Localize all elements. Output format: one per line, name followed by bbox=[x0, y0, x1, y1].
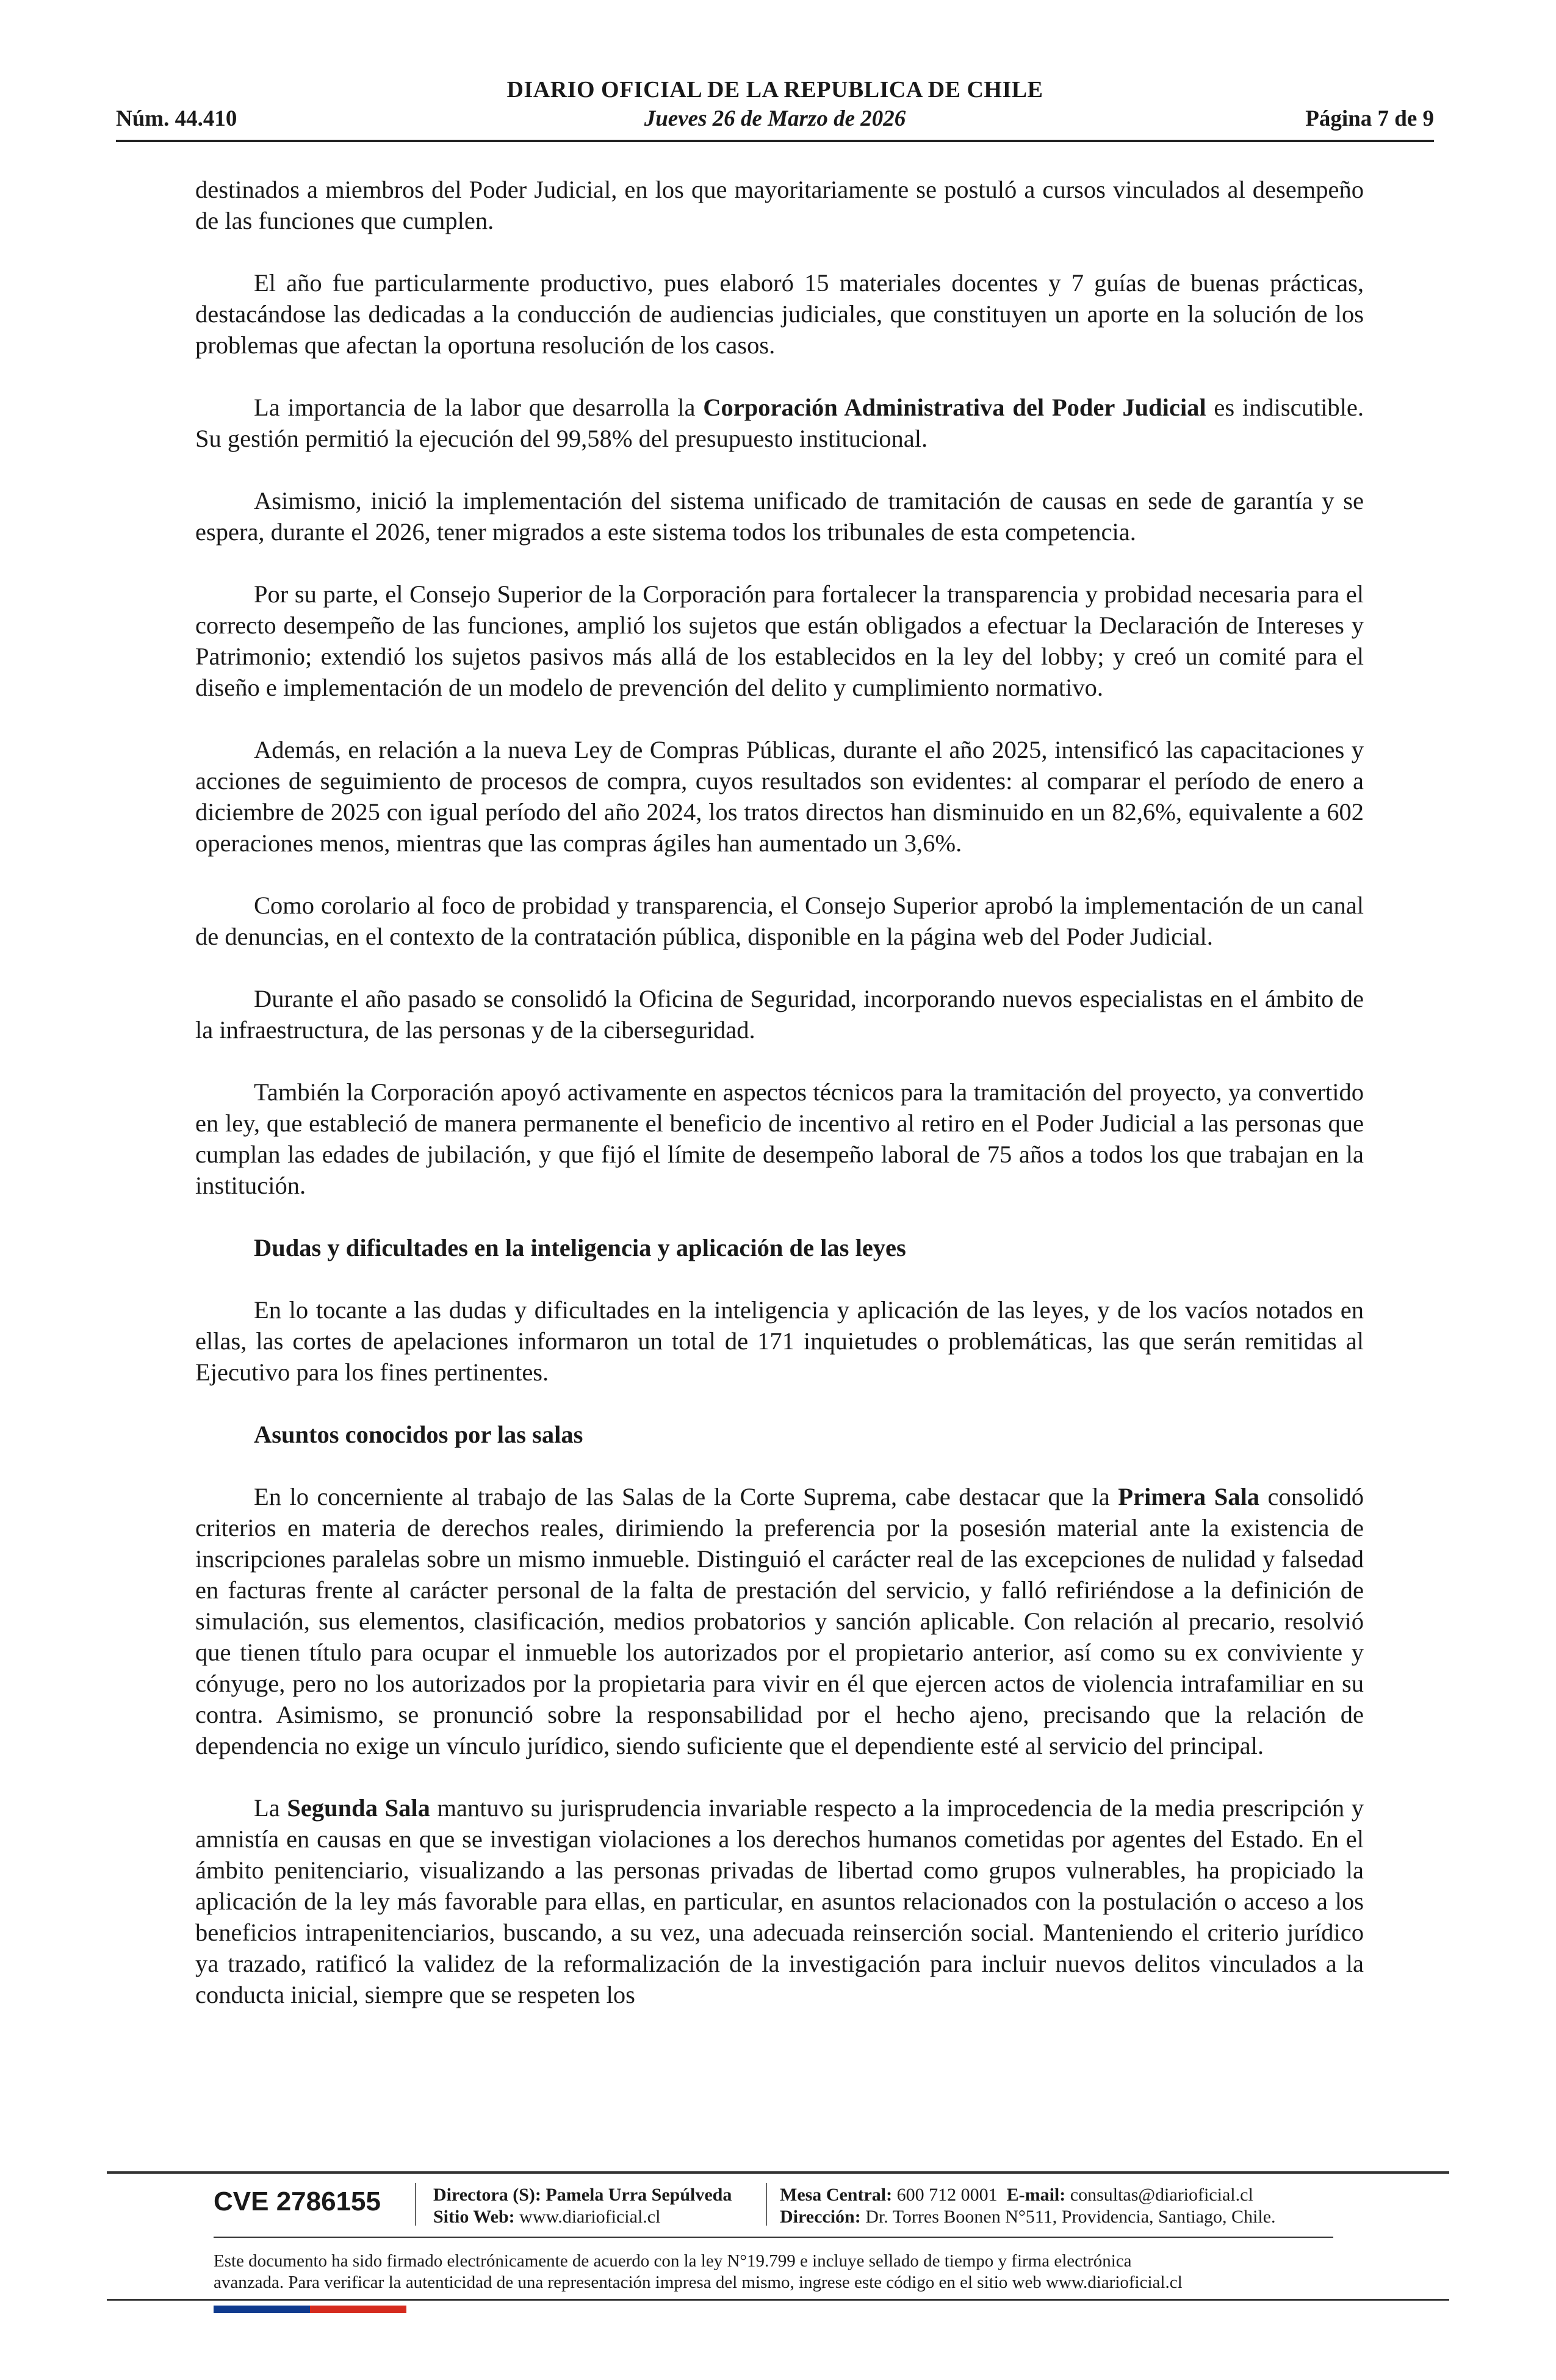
signature-notice bbox=[214, 2251, 1333, 2293]
website-line bbox=[433, 2206, 732, 2228]
address-value: Dr. Torres Boonen N°511, Providencia, Santiago, Chile. bbox=[865, 2207, 1276, 2227]
directora-line bbox=[433, 2184, 732, 2206]
phone-label: Mesa Central: bbox=[780, 2185, 893, 2205]
document-body bbox=[195, 174, 1364, 2010]
paragraph: Durante el año pasado se consolidó la Oficina de Seguridad, incorporando nuevos especialistas en el ámbito de la infraestructura, de las personas y de la ciberseguridad. bbox=[195, 985, 1364, 1044]
header-divider bbox=[116, 140, 1434, 142]
email-link[interactable]: consultas@diarioficial.cl bbox=[1070, 2185, 1253, 2205]
paragraph bbox=[195, 392, 1364, 454]
section-heading: Asuntos conocidos por las salas bbox=[254, 1421, 583, 1448]
signature-notice-line: avanzada. Para verificar la autenticidad de una representación impresa del mismo, ingrese este código en el sitio web www.diarioficial.cl bbox=[214, 2273, 1183, 2292]
publication-title: DIARIO OFICIAL DE LA REPUBLICA DE CHILE bbox=[506, 77, 1043, 103]
paragraph: También la Corporación apoyó activamente en aspectos técnicos para la tramitación del proyecto, ya convertido en ley, que estableció de manera permanente el beneficio de incentivo al retiro en el Poder Judicial a las personas que cumplan las edades de jubilación, y que fijó el límite de desempeño laboral de 75 años a todos los que trabajan en la institución. bbox=[195, 1078, 1364, 1199]
address-line bbox=[780, 2206, 1276, 2228]
page-header bbox=[116, 76, 1434, 145]
footer-separator bbox=[766, 2183, 767, 2226]
phone-number: 600 712 0001 bbox=[896, 2185, 998, 2205]
footer-directora-block bbox=[433, 2184, 732, 2228]
section-heading: Dudas y dificultades en la inteligencia y aplicación de las leyes bbox=[254, 1234, 906, 1261]
paragraph: Además, en relación a la nueva Ley de Compras Públicas, durante el año 2025, intensificó las capacitaciones y acciones de seguimiento de procesos de compra, cuyos resultados son evidentes: al comparar el período de enero a diciembre de 2025 con igual período del año 2024, los tratos directos han disminuido en un 82,6%, equivalente a 602 operaciones menos, mientras que las compras ágiles han aumentado un 3,6%. bbox=[195, 736, 1364, 857]
cve-code: CVE 2786155 bbox=[214, 2187, 381, 2216]
footer-contact-block bbox=[780, 2184, 1276, 2228]
signature-notice-line: Este documento ha sido firmado electrónicamente de acuerdo con la ley N°19.799 e incluye sellado de tiempo y firma electrónica bbox=[214, 2251, 1132, 2271]
flag-stripe-blue bbox=[214, 2306, 310, 2313]
paragraph: destinados a miembros del Poder Judicial, en los que mayoritariamente se postuló a cursos vinculados al desempeño de las funciones que cumplen. bbox=[195, 176, 1364, 234]
footer-divider-mid bbox=[214, 2237, 1333, 2238]
directora-label: Directora (S): bbox=[433, 2185, 541, 2205]
directora-name: Pamela Urra Sepúlveda bbox=[546, 2185, 732, 2205]
paragraph: Como corolario al foco de probidad y transparencia, el Consejo Superior aprobó la implementación de un canal de denuncias, en el contexto de la contratación pública, disponible en la página web del Poder Judicial. bbox=[195, 892, 1364, 950]
page-indicator: Página 7 de 9 bbox=[1305, 106, 1434, 131]
paragraph bbox=[195, 1792, 1364, 2010]
paragraph: En lo tocante a las dudas y dificultades en la inteligencia y aplicación de las leyes, y de los vacíos notados en ellas, las cortes de apelaciones informaron un total de 171 inquietudes o problemáticas, las que serán remitidas al Ejecutivo para los fines pertinentes. bbox=[195, 1296, 1364, 1386]
text-run: mantuvo su jurisprudencia invariable respecto a la improcedencia de la media prescripción y amnistía en causas en que se investigan violaciones a los derechos humanos cometidas por agentes del Estado. En el ámbito penitenciario, visualizando a las personas privadas de libertad como grupos vulnerables, ha propiciado la aplicación de la ley más favorable para ellas, en particular, en asuntos relacionados con la postulación o acceso a los beneficios intrapenitenciarios, buscando, a su vez, una adecuada reinserción social. Manteniendo el criterio jurídico ya trazado, ratificó la validez de la reformalización de la investigación para incluir nuevos delitos vinculados a la conducta inicial, siempre que se respeten los bbox=[195, 1794, 1364, 2008]
flag-stripe-red bbox=[310, 2306, 406, 2313]
paragraph: Por su parte, el Consejo Superior de la Corporación para fortalecer la transparencia y probidad necesaria para el correcto desempeño de las funciones, amplió los sujetos que están obligados a efectuar la Declaración de Intereses y Patrimonio; extendió los sujetos pasivos más allá de los establecidos en la ley del lobby; y creó un comité para el diseño e implementación de un modelo de prevención del delito y cumplimiento normativo. bbox=[195, 580, 1364, 701]
text-run: En lo concerniente al trabajo de las Salas de la Corte Suprema, cabe destacar que la bbox=[254, 1483, 1118, 1510]
contact-line bbox=[780, 2184, 1276, 2206]
paragraph: El año fue particularmente productivo, pues elaboró 15 materiales docentes y 7 guías de buenas prácticas, destacándose las dedicadas a la conducción de audiencias judiciales, que constituyen un aporte en la solución de los problemas que afectan la oportuna resolución de los casos. bbox=[195, 269, 1364, 359]
bold-text-run: Corporación Administrativa del Poder Judicial bbox=[703, 394, 1206, 421]
website-link[interactable]: www.diarioficial.cl bbox=[519, 2207, 661, 2227]
email-label: E-mail: bbox=[1006, 2185, 1066, 2205]
website-label: Sitio Web: bbox=[433, 2207, 515, 2227]
footer-divider-top bbox=[107, 2171, 1449, 2174]
paragraph bbox=[195, 1481, 1364, 1761]
text-run: consolidó criterios en materia de derechos reales, dirimiendo la preferencia por la posesión material ante la existencia de inscripciones paralelas sobre un mismo inmueble. Distinguió el carácter real de las excepciones de nulidad y falsedad en facturas frente al carácter personal de la falta de prestación del servicio, y falló refiriéndose a la definición de simulación, sus elementos, clasificación, medios probatorios y sanción aplicable. Con relación al precario, resolvió que tienen título para ocupar el inmueble los autorizados por el propietario anterior, así como su ex conviviente y cónyuge, pero no los autorizados por la propietaria para vivir en él que ejercen actos de violencia intrafamiliar en su contra. Asimismo, se pronunció sobre la responsabilidad por el hecho ajeno, precisando que la relación de dependencia no exige un vínculo jurídico, siendo suficiente que el dependiente esté al servicio del principal. bbox=[195, 1483, 1364, 1759]
paragraph: Asimismo, inició la implementación del sistema unificado de tramitación de causas en sede de garantía y se espera, durante el 2026, tener migrados a este sistema todos los tribunales de esta competencia. bbox=[195, 487, 1364, 546]
footer-divider-bottom bbox=[107, 2299, 1449, 2301]
issue-date: Jueves 26 de Marzo de 2026 bbox=[644, 106, 906, 131]
bold-text-run: Segunda Sala bbox=[287, 1794, 430, 1822]
text-run: La importancia de la labor que desarrolla la bbox=[254, 394, 704, 421]
footer-separator bbox=[415, 2183, 416, 2226]
text-run: La bbox=[254, 1794, 287, 1822]
address-label: Dirección: bbox=[780, 2207, 861, 2227]
issue-number: Núm. 44.410 bbox=[116, 106, 237, 131]
text-run: es indiscutible. Su gestión permitió la ejecución del 99,58% del presupuesto institucional. bbox=[195, 394, 1364, 452]
bold-text-run: Primera Sala bbox=[1118, 1483, 1259, 1510]
